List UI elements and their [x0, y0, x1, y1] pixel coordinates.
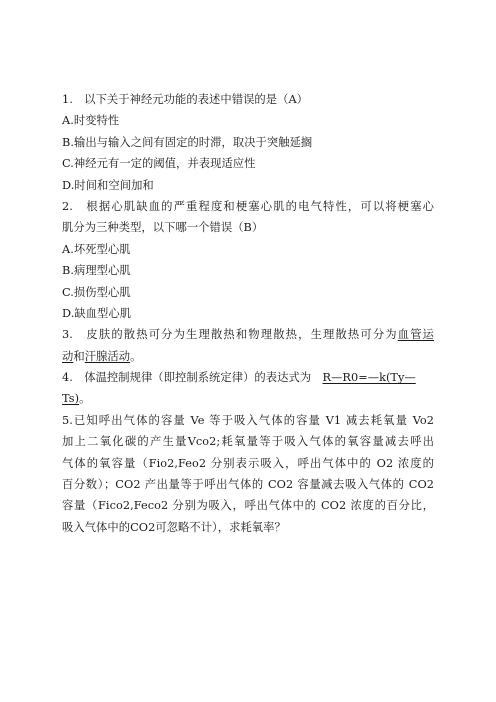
- question-4-line-2: [62, 388, 434, 409]
- question-2-option-a: A.坏死型心肌: [62, 242, 131, 256]
- question-5-line-5: 容量（Fico2,Feco2 分别为吸入，呼出气体中的 CO2 浓度的百分比，: [62, 499, 434, 513]
- question-2-option-c: C.损伤型心肌: [62, 285, 131, 299]
- question-3-line-1: [62, 324, 434, 345]
- question-2-option-d: D.缺血型心肌: [62, 306, 132, 320]
- question-2-text-line-2: 肌分为三种类型，以下哪一个错误（B）: [62, 221, 264, 235]
- question-3-period: 。: [130, 349, 142, 363]
- question-3-connector: 和: [73, 349, 85, 363]
- document-body: [62, 89, 434, 538]
- question-4-period: 。: [79, 392, 91, 406]
- question-5-line-6: 吸入气体中的CO2可忽略不计），求耗氧率？: [62, 520, 286, 534]
- question-4-text: 4. 体温控制规律（即控制系统定律）的表达式为: [62, 371, 323, 385]
- question-4-answer-part-1: R—R0=—k(Ty—: [322, 371, 416, 385]
- question-4-answer-part-2: Ts): [62, 392, 80, 406]
- question-3-answer-part-2: 动: [62, 349, 74, 363]
- question-5-line-2: 加上二氧化碳的产生量Vco2;耗氧量等于吸入气体的氧容量减去呼出: [62, 435, 434, 449]
- question-1-text: 1. 以下关于神经元功能的表述中错误的是（A）: [62, 93, 309, 106]
- question-3-line-2: [62, 346, 434, 367]
- question-3-text: 3. 皮肤的散热可分为生理散热和物理散热，生理散热可分为: [62, 328, 398, 342]
- question-3-answer-part-1: 血管运: [397, 328, 434, 342]
- question-1-option-d: D.时间和空间加和: [62, 178, 154, 192]
- question-5-line-1: 5.已知呼出气体的容量 Ve 等于吸入气体的容量 V1 减去耗氧量 Vo2: [62, 413, 434, 427]
- question-4-line-1: [62, 367, 434, 388]
- question-1-option-a: A.时变特性: [62, 114, 120, 128]
- question-2-text-line-1: 2. 根据心肌缺血的严重程度和梗塞心肌的电气特性，可以将梗塞心: [62, 199, 434, 213]
- question-1-option-b: B.输出与输入之间有固定的时滞，取决于突触延搁: [62, 135, 313, 149]
- question-1-option-c: C.神经元有一定的阈值，并表现适应性: [62, 157, 256, 171]
- question-5-line-4: 百分数）；CO2 产出量等于呼出气体的 CO2 容量减去吸入气体的 CO2: [62, 478, 434, 492]
- question-5-line-3: 气体的氧容量（Fio2,Feo2 分别表示吸入，呼出气体中的 O2 浓度的: [62, 456, 434, 470]
- question-3-answer-part-3: 汗腺活动: [84, 349, 131, 363]
- question-2-option-b: B.病理型心肌: [62, 264, 131, 278]
